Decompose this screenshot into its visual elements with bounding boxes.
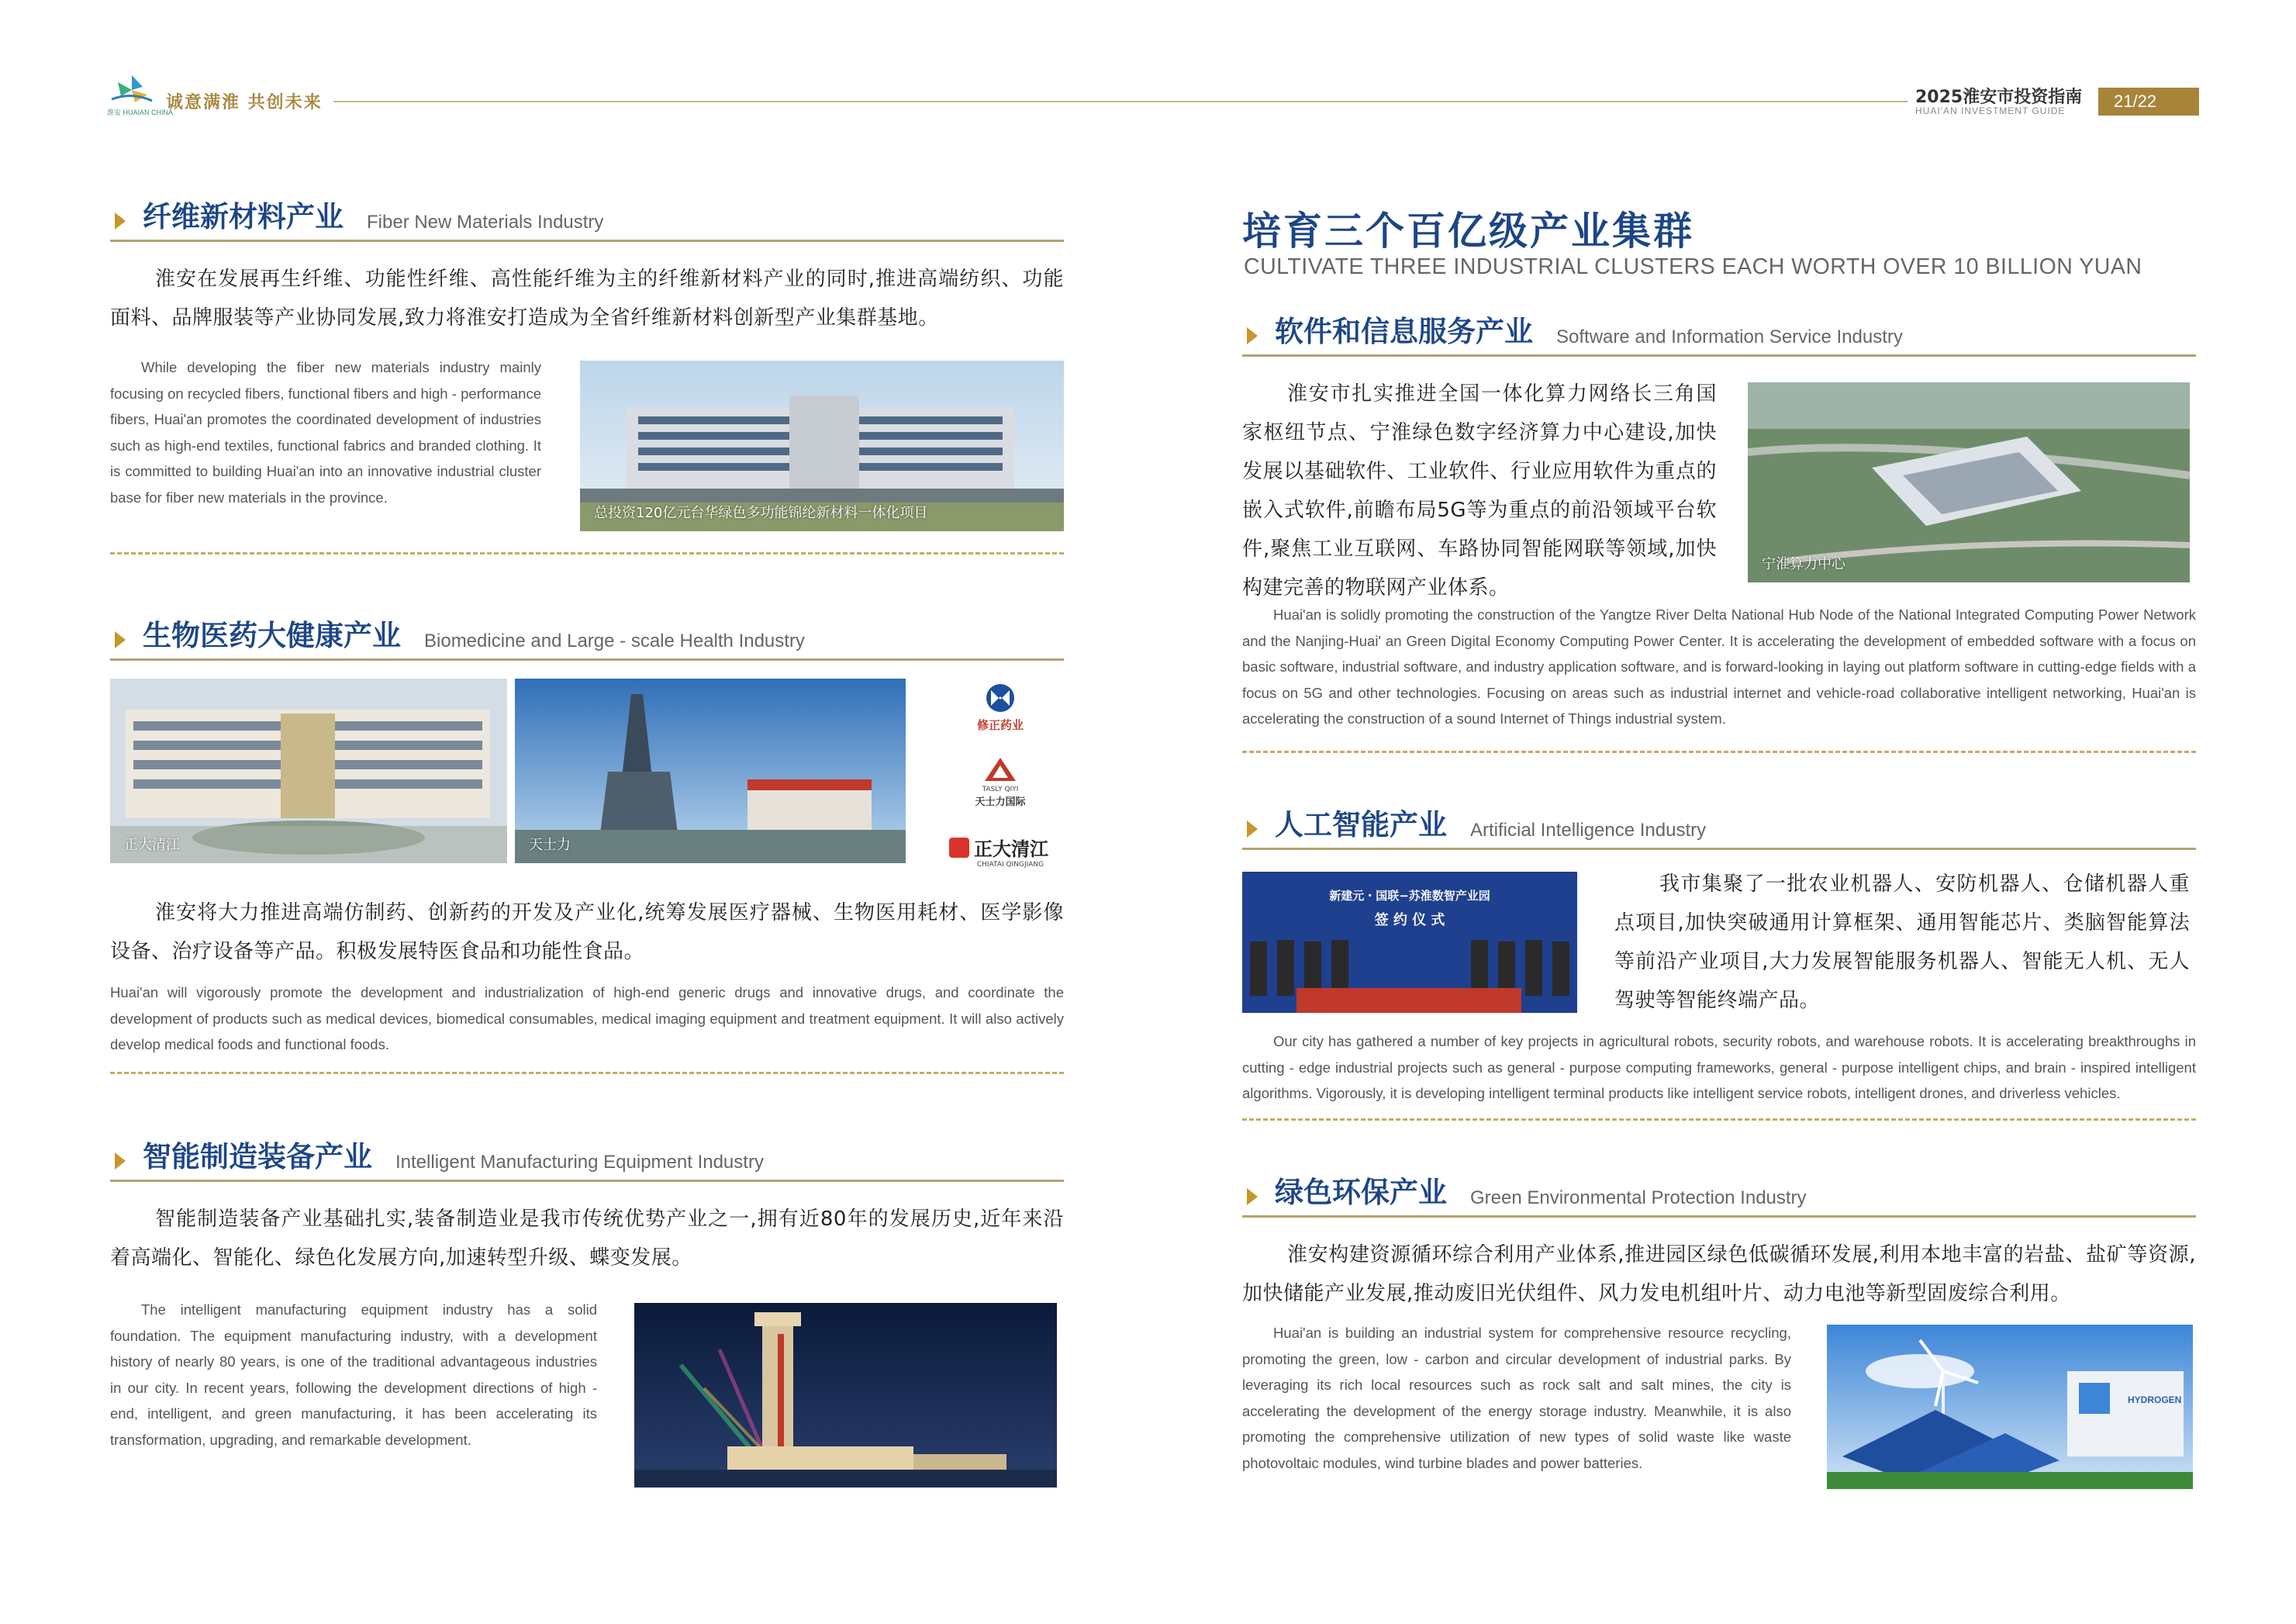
software-paragraph-en: Huai'an is solidly promoting the construction of the Yangtze River Delta National Hub Node of the National Integrated Computing Power Network and the Nanjing-Huai' an Green Digital Economy Computing Power Center. It is accelerating the development of embedded software with a focus on basic software, industrial software, and industry application software, and is forward-looking in laying out platform software in cutting-edge fields with a focus on 5G and other technologies. Focusing on areas such as industrial internet and vehicle-road collaborative intelligent networking, Huai'an is accelerating the construction of a sound Internet of Things industrial system. [1242, 606, 2196, 727]
ceremony-banner-line2: 签 约 仪 式 [1374, 912, 1445, 928]
header-rule [333, 101, 1908, 102]
dashed-divider [110, 552, 1064, 555]
triangle-bullet-icon [1247, 1188, 1258, 1205]
section-title-en: Intelligent Manufacturing Equipment Industry [395, 1152, 764, 1173]
dashed-divider [1242, 751, 2196, 753]
triangle-bullet-icon [115, 213, 126, 230]
section-title-en: Biomedicine and Large - scale Health Industry [424, 631, 805, 651]
brand-xiuzheng [942, 682, 1058, 733]
section-heading-ai [1242, 808, 2196, 850]
page-number: 21/22 [2098, 88, 2199, 116]
green-paragraph-en: Huai'an is building an industrial system for comprehensive resource recycling, promoting the green, low - carbon and circular development of industrial parks. By leveraging its rich local resources such as rock salt and salt mines, the city is accelerating the development of the energy storage industry. Meanwhile, it is also promoting the comprehensive utilization of new types of solid waste like waste photovoltaic modules, wind turbine blades and power batteries. [1242, 1325, 1791, 1471]
triangle-bullet-icon [115, 631, 126, 648]
mfg-paragraph-zh: 智能制造装备产业基础扎实,装备制造业是我市传统优势产业之一,拥有近80年的发展历史,近年来沿着高端化、智能化、绿色化发展方向,加速转型升级、蝶变发展。 [110, 1208, 1064, 1270]
section-heading-mfg [110, 1140, 1064, 1182]
hydrogen-label: HYDROGEN [2128, 1394, 2182, 1405]
section-title-zh: 纤维新材料产业 [143, 200, 344, 233]
section-title-en: Green Environmental Protection Industry [1470, 1187, 1807, 1208]
triangle-bullet-icon [115, 1152, 126, 1170]
brand2-en: TASLY QIYI [982, 786, 1019, 793]
section-heading-fiber [110, 200, 1064, 242]
brand-tasly [942, 756, 1058, 808]
section-title-en: Software and Information Service Industry [1556, 327, 1903, 347]
ai-paragraph-zh: 我市集聚了一批农业机器人、安防机器人、仓储机器人重点项目,加快突破通用计算框架、通用智能芯片、类脑智能算法等前沿产业项目,大力发展智能服务机器人、智能无人机、无人驾驶等智能终端产品。 [1614, 872, 2190, 1012]
section-title-zh: 绿色环保产业 [1275, 1176, 1447, 1209]
header-slogan: 诚意满淮 共创未来 [166, 93, 323, 112]
dashed-divider [110, 1072, 1064, 1074]
people-illustration [1242, 934, 1577, 1013]
brand3-en: CHIATAI QINGJIANG [976, 861, 1044, 869]
page-title: 培育三个百亿级产业集群 [1242, 209, 1694, 254]
section-title-zh: 智能制造装备产业 [143, 1140, 372, 1173]
monument-illustration [515, 679, 906, 863]
chiatai-logo-icon [949, 838, 969, 858]
brand3-name: 正大清江 [974, 838, 1048, 860]
brand1-name: 修正药业 [976, 718, 1024, 732]
software-paragraph-zh: 淮安市扎实推进全国一体化算力网络长三角国家枢纽节点、宁淮绿色数字经济算力中心建设,加快发展以基础软件、工业软件、行业应用软件为重点的嵌入式软件,前瞻布局5G等为重点的前沿领域平台软件,聚焦工业互联网、车路协同智能网联等领域,加快构建完善的物联网产业体系。 [1242, 382, 1717, 599]
computing-center-caption: 宁淮算力中心 [1762, 556, 1845, 572]
section-title-zh: 软件和信息服务产业 [1275, 315, 1533, 348]
bio-photo-zhengda [110, 679, 507, 863]
huaian-logo [109, 71, 155, 110]
section-heading-bio [110, 619, 1064, 661]
signing-ceremony-photo [1242, 872, 1577, 1013]
mfg-tower-photo [634, 1303, 1057, 1488]
section-title-en: Fiber New Materials Industry [367, 212, 604, 233]
brand2-name: 天士力国际 [975, 796, 1026, 808]
guide-title: 2025淮安市投资指南 [1915, 88, 2083, 107]
section-heading-software [1242, 315, 2196, 357]
computing-center-photo [1748, 382, 2190, 582]
ceremony-banner-line1: 新建元・国联−苏淮数智产业园 [1329, 889, 1490, 903]
triangle-bullet-icon [1247, 821, 1258, 838]
green-energy-photo [1827, 1325, 2193, 1489]
brand-chiatai [937, 834, 1061, 869]
ai-paragraph-en: Our city has gathered a number of key projects in agricultural robots, security robots, and warehouse robots. It is accelerating breakthroughs in cutting - edge industrial projects such as general - purpose computing frameworks, general - purpose intelligent chips, and brain - inspired intelligent algorithms. Vigorously, it is developing intelligent terminal products like intelligent service robots, intelligent drones, and driverless vehicles. [1242, 1033, 2196, 1101]
guide-subtitle: HUAI'AN INVESTMENT GUIDE [1915, 105, 2066, 116]
logo-text: 淮安 HUAIAN CHINA [107, 109, 174, 116]
bio-paragraph-zh: 淮安将大力推进高端仿制药、创新药的开发及产业化,统筹发展医疗器械、生物医用耗材、医学影像设备、治疗设备等产品。积极发展特医食品和功能性食品。 [110, 901, 1064, 963]
green-paragraph-zh: 淮安构建资源循环综合利用产业体系,推进园区绿色低碳循环发展,利用本地丰富的岩盐、盐矿等资源,加快储能产业发展,推动废旧光伏组件、风力发电机组叶片、动力电池等新型固废综合利用。 [1242, 1243, 2196, 1305]
page-subtitle: CULTIVATE THREE INDUSTRIAL CLUSTERS EACH WORTH OVER 10 BILLION YUAN [1244, 254, 2142, 279]
xiuzheng-logo-icon [982, 682, 1019, 714]
triangle-bullet-icon [1247, 327, 1258, 344]
section-title-en: Artificial Intelligence Industry [1470, 820, 1707, 841]
solar-wind-illustration [1827, 1325, 2193, 1489]
dashed-divider [1242, 1118, 2196, 1121]
section-title-zh: 生物医药大健康产业 [143, 619, 401, 652]
mfg-paragraph-en: The intelligent manufacturing equipment industry has a solid foundation. The equipment manufacturing industry, with a development history of nearly 80 years, is one of the traditional advantageous industries in our city. In recent years, following the development directions of high - end, intelligent, and green manufacturing, it has been accelerating its transformation, upgrading, and remarkable development. [110, 1301, 597, 1448]
tasly-logo-icon [983, 756, 1017, 783]
bio-paragraph-en: Huai'an will vigorously promote the development and industrialization of high-end generic drugs and innovative drugs, and coordinate the development of products such as medical devices, biomedical consumables, medical imaging equipment and treatment equipment. It will also actively develop medical foods and functional foods. [110, 984, 1064, 1052]
section-title-zh: 人工智能产业 [1275, 808, 1447, 841]
tower-night-illustration [634, 1303, 1057, 1488]
fiber-paragraph-en: While developing the fiber new materials industry mainly focusing on recycled fibers, functional fibers and high - performance fibers, Huai'an promotes the coordinated development of industries such as high-end textiles, functional fabrics and branded clothing. It is committed to building Huai'an into an innovative industrial cluster base for fiber new materials in the province. [110, 359, 541, 506]
fiber-paragraph-zh: 淮安在发展再生纤维、功能性纤维、高性能纤维为主的纤维新材料产业的同时,推进高端纺织、功能面料、品牌服装等产业协同发展,致力将淮安打造成为全省纤维新材料创新型产业集群基地。 [110, 268, 1064, 330]
bio-photo2-caption: 天士力 [529, 837, 571, 853]
bio-photo-tasly [515, 679, 906, 863]
bio-photo1-caption: 正大清江 [124, 837, 180, 853]
section-heading-green [1242, 1176, 2196, 1218]
fiber-photo-caption: 总投资120亿元台华绿色多功能锦纶新材料一体化项目 [594, 505, 928, 521]
fiber-project-photo [580, 361, 1064, 531]
